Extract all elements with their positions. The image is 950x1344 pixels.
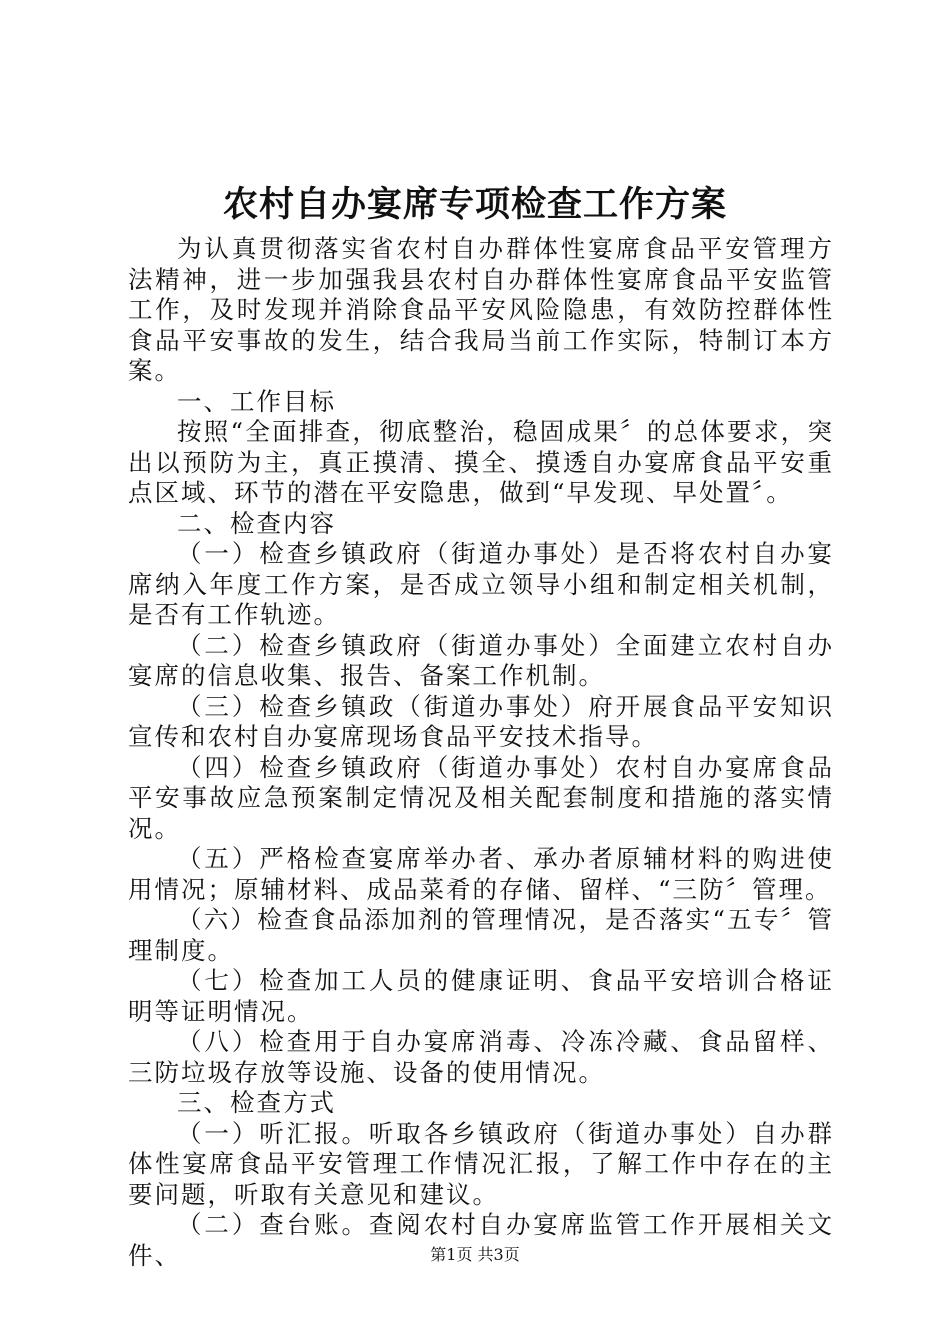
paragraph-item: （五）严格检查宴席举办者、承办者原辅材料的购进使用情况；原辅材料、成品菜肴的存储、留样、“三防〞管理。 bbox=[128, 844, 834, 904]
paragraph-item: （二）查台账。查阅农村自办宴席监管工作开展相关文件、 bbox=[128, 1210, 834, 1270]
paragraph-goals: 按照“全面排查，彻底整治，稳固成果〞的总体要求，突出以预防为主，真正摸清、摸全、摸透自办宴席食品平安重点区域、环节的潜在平安隐患，做到“早发现、早处置〞。 bbox=[128, 417, 834, 507]
paragraph-item: （一）检查乡镇政府（街道办事处）是否将农村自办宴席纳入年度工作方案，是否成立领导小组和制定相关机制，是否有工作轨迹。 bbox=[128, 539, 834, 629]
paragraph-item: （四）检查乡镇政府（街道办事处）农村自办宴席食品平安事故应急预案制定情况及相关配套制度和措施的落实情况。 bbox=[128, 752, 834, 843]
paragraph-item: （七）检查加工人员的健康证明、食品平安培训合格证明等证明情况。 bbox=[128, 966, 834, 1026]
paragraph-item: （八）检查用于自办宴席消毒、冷冻冷藏、食品留样、三防垃圾存放等设施、设备的使用情况。 bbox=[128, 1027, 834, 1087]
page-number-footer: 第1页 共3页 bbox=[430, 1245, 520, 1264]
paragraph-item: （一）听汇报。听取各乡镇政府（街道办事处）自办群体性宴席食品平安管理工作情况汇报，了解工作中存在的主要问题，听取有关意见和建议。 bbox=[128, 1118, 834, 1209]
section-heading-goals: 一、工作目标 bbox=[177, 386, 336, 416]
paragraph-item: （三）检查乡镇政（街道办事处）府开展食品平安知识宣传和农村自办宴席现场食品平安技术指导。 bbox=[128, 691, 834, 751]
paragraph-intro: 为认真贯彻落实省农村自办群体性宴席食品平安管理方法精神，进一步加强我县农村自办群体性宴席食品平安监管工作，及时发现并消除食品平安风险隐患，有效防控群体性食品平安事故的发生，结合我局当前工作实际，特制订本方案。 bbox=[128, 234, 834, 385]
section-heading-methods: 三、检查方式 bbox=[177, 1088, 336, 1117]
paragraph-item: （六）检查食品添加剂的管理情况，是否落实“五专〞管理制度。 bbox=[128, 905, 834, 965]
paragraph-item: （二）检查乡镇政府（街道办事处）全面建立农村自办宴席的信息收集、报告、备案工作机制。 bbox=[128, 630, 834, 690]
document-body bbox=[128, 234, 834, 1271]
section-heading-content: 二、检查内容 bbox=[177, 508, 336, 538]
document-title: 农村自办宴席专项检查工作方案 bbox=[222, 185, 727, 225]
